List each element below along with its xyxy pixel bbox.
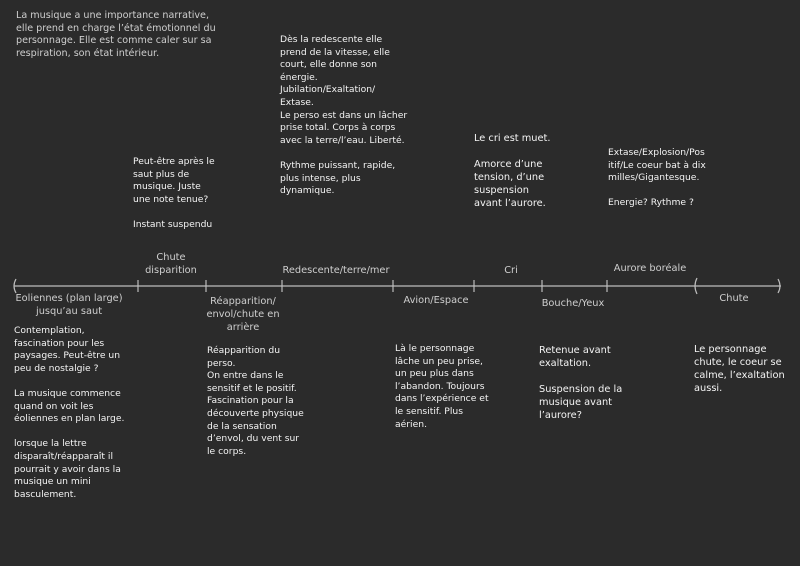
- segment-redescente: Redescente/terre/mer: [282, 265, 390, 276]
- note-saut: Peut-être après le saut plus de musique. Juste une note tenue? Instant suspendu: [133, 156, 215, 230]
- note-eoliennes: Contemplation, fascination pour les paysages. Peut-être un peu de nostalgie ? La musique commence quand on voit les éoliennes en plan large. lorsque la lettre disparaît/réapparaît il pourrait y avoir dans la musique un mini basculement.: [14, 325, 125, 500]
- note-redescente: Dès la redescente elle prend de la vitesse, elle court, elle donne son énergie. Jubilation/Exaltation/ Extase. Le perso est dans un lâcher prise total. Corps à corps avec la terre/l’eau. Liberté. Rythme puissant, rapide, plus intense, plus dynamique.: [280, 34, 408, 197]
- note-aurore: Extase/Explosion/Pos itif/Le coeur bat à dix milles/Gigantesque. Energie? Rythme ?: [608, 147, 706, 209]
- segment-cri: Cri: [504, 265, 518, 276]
- note-reapparition: Réapparition du perso. On entre dans le sensitif et le positif. Fascination pour la découverte physique de la sensation d’envol, du vent sur le corps.: [207, 345, 304, 457]
- segment-reapparition: Réapparition/ envol/chute en arrière: [206, 296, 280, 333]
- segment-aurore-boreale: Aurore boréale: [613, 263, 687, 274]
- segment-chute-disparition: Chute disparition: [145, 252, 197, 276]
- segment-bouche-yeux: Bouche/Yeux: [541, 298, 605, 309]
- note-chute: Le personnage chute, le coeur se calme, l’exaltation aussi.: [694, 344, 785, 394]
- segment-chute: Chute: [719, 293, 749, 304]
- intro-text: La musique a une importance narrative, elle prend en charge l’état émotionnel du personnage. Elle est comme caler sur sa respiration, son état intérieur.: [16, 10, 216, 59]
- note-avion: Là le personnage lâche un peu prise, un peu plus dans l’abandon. Toujours dans l’expérience et le sensitif. Plus aérien.: [395, 343, 489, 430]
- note-cri: Le cri est muet. Amorce d’une tension, d’une suspension avant l’aurore.: [474, 133, 551, 209]
- segment-eoliennes: Eoliennes (plan large) jusqu’au saut: [15, 293, 123, 317]
- note-bouche: Retenue avant exaltation. Suspension de la musique avant l’aurore?: [539, 345, 623, 421]
- segment-avion-espace: Avion/Espace: [403, 295, 469, 306]
